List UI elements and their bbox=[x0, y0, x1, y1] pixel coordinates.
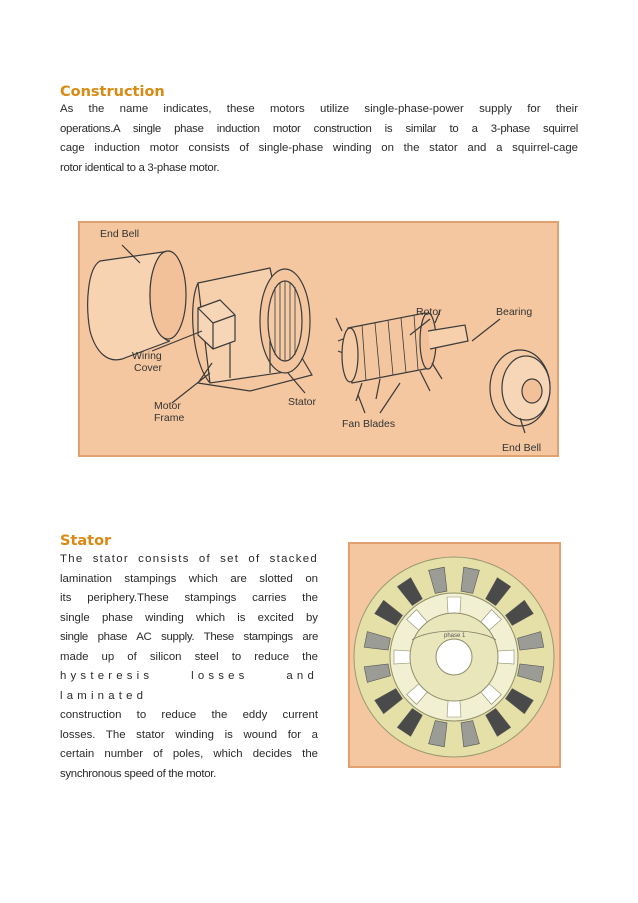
stator-cross-section bbox=[348, 542, 561, 768]
stator-line-9: losses. The stator winding is wound for a bbox=[60, 728, 318, 741]
construction-line-1: As the name indicates, these motors utilize single-phase-power supply for their bbox=[60, 103, 578, 115]
motor-exploded-diagram bbox=[78, 221, 559, 457]
stator-heading: Stator bbox=[60, 533, 112, 549]
label-motor: Motor bbox=[154, 400, 181, 412]
construction-paragraph bbox=[60, 100, 578, 178]
label-stator: Stator bbox=[288, 396, 317, 408]
stator-line-3: its periphery.These stampings carries the bbox=[60, 592, 318, 604]
motor-diagram-drawing bbox=[80, 223, 557, 455]
label-rotor: Rotor bbox=[416, 306, 442, 318]
stator-phase-label: phase 1 bbox=[444, 633, 466, 639]
stator-line-5: single phase AC supply. These stampings are bbox=[60, 631, 318, 643]
label-cover: Cover bbox=[134, 362, 163, 374]
construction-line-4: rotor identical to a 3-phase motor. bbox=[60, 161, 220, 174]
label-end-bell-right: End Bell bbox=[502, 442, 542, 454]
label-end-bell-left: End Bell bbox=[100, 228, 140, 240]
label-wiring: Wiring bbox=[132, 350, 162, 362]
stator-line-7: hysteresis losses and laminated bbox=[60, 670, 318, 702]
construction-line-2: operations.A single phase induction motor construction is similar to a 3-phase squirrel bbox=[60, 122, 578, 135]
stator-line-2: lamination stampings which are slotted on bbox=[60, 572, 318, 585]
stator-line-4: single phase winding which is excited by bbox=[60, 611, 318, 624]
construction-line-3: cage induction motor consists of single-phase winding on the stator and a squirrel-cage bbox=[60, 142, 578, 154]
stator-line-1: The stator consists of set of stacked bbox=[60, 553, 318, 565]
label-frame: Frame bbox=[154, 412, 185, 424]
stator-paragraph bbox=[60, 550, 318, 784]
stator-line-8: construction to reduce the eddy current bbox=[60, 709, 318, 721]
stator-drawing bbox=[350, 544, 559, 766]
construction-heading: Construction bbox=[60, 84, 165, 100]
label-fan-blades: Fan Blades bbox=[342, 418, 396, 430]
stator-line-11: synchronous speed of the motor. bbox=[60, 767, 216, 780]
stator-line-6: made up of silicon steel to reduce the bbox=[60, 650, 318, 663]
label-bearing: Bearing bbox=[496, 306, 533, 318]
stator-line-10: certain number of poles, which decides the bbox=[60, 748, 318, 760]
